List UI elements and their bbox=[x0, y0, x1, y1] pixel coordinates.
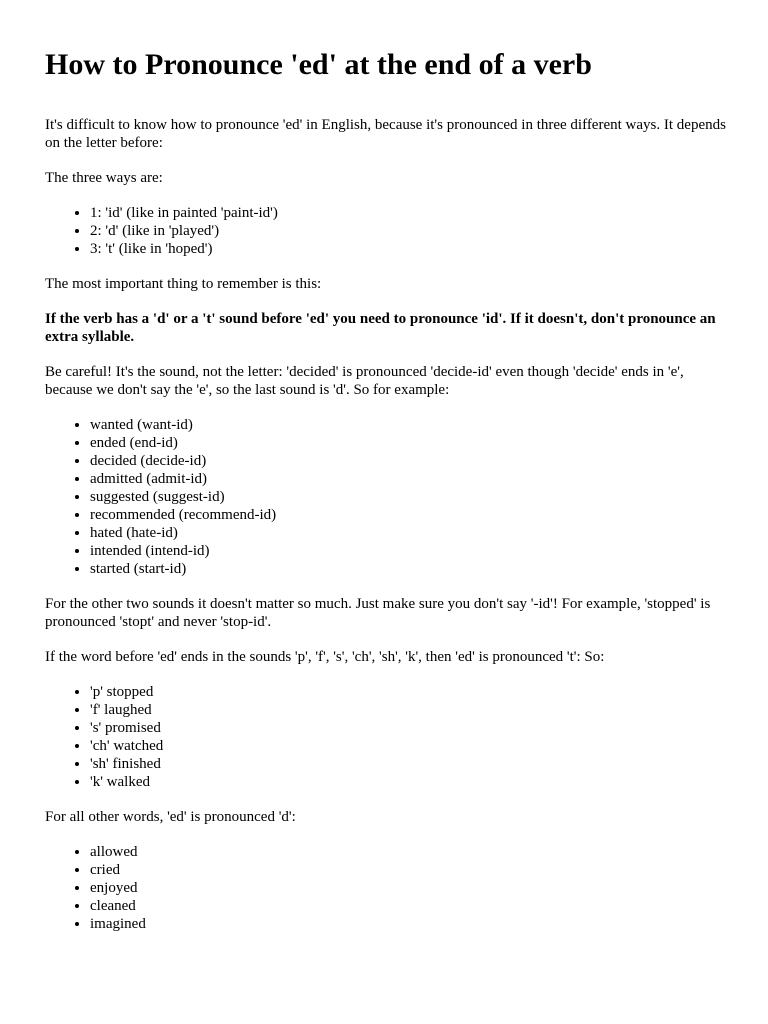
list-item: • ended (end-id) bbox=[90, 434, 728, 452]
list-item: • admitted (admit-id) bbox=[90, 470, 728, 488]
list-item: • 3: 't' (like in 'hoped') bbox=[90, 240, 728, 258]
three-ways-heading: The three ways are: bbox=[45, 170, 163, 186]
list-item: • 'k' walked bbox=[90, 773, 728, 791]
list-item: • 2: 'd' (like in 'played') bbox=[90, 222, 728, 240]
intro-paragraph: It's difficult to know how to pronounce 'ed' in English, because it's pronounced in three different ways. It depends on the letter before: bbox=[45, 117, 726, 151]
list-item: • 'sh' finished bbox=[90, 755, 728, 773]
list-item: • imagined bbox=[90, 915, 728, 933]
list-item: • started (start-id) bbox=[90, 560, 728, 578]
list-item: • intended (intend-id) bbox=[90, 542, 728, 560]
careful-paragraph: Be careful! It's the sound, not the letter: 'decided' is pronounced 'decide-id' even though 'decide' ends in 'e', because we don't say the 'e', so the last sound is 'd'. So for example: bbox=[45, 364, 684, 398]
list-item: • hated (hate-id) bbox=[90, 524, 728, 542]
t-examples-list bbox=[45, 683, 728, 791]
list-item: • enjoyed bbox=[90, 879, 728, 897]
list-item: • 'ch' watched bbox=[90, 737, 728, 755]
id-examples-list bbox=[45, 416, 728, 578]
list-item: • suggested (suggest-id) bbox=[90, 488, 728, 506]
t-rule-paragraph: If the word before 'ed' ends in the sounds 'p', 'f', 's', 'ch', 'sh', 'k', then 'ed' is pronounced 't': So: bbox=[45, 649, 605, 665]
list-item: • decided (decide-id) bbox=[90, 452, 728, 470]
list-item: • allowed bbox=[90, 843, 728, 861]
list-item: • recommended (recommend-id) bbox=[90, 506, 728, 524]
list-item: • wanted (want-id) bbox=[90, 416, 728, 434]
list-item: • cried bbox=[90, 861, 728, 879]
list-item: • 1: 'id' (like in painted 'paint-id') bbox=[90, 204, 728, 222]
three-ways-list bbox=[45, 204, 728, 258]
list-item: • 'f' laughed bbox=[90, 701, 728, 719]
d-examples-list bbox=[45, 843, 728, 933]
list-item: • 's' promised bbox=[90, 719, 728, 737]
important-heading: The most important thing to remember is this: bbox=[45, 276, 322, 292]
d-rule-paragraph: For all other words, 'ed' is pronounced 'd': bbox=[45, 809, 296, 825]
list-item: • 'p' stopped bbox=[90, 683, 728, 701]
page-title: How to Pronounce 'ed' at the end of a verb bbox=[45, 48, 592, 81]
other-sounds-paragraph: For the other two sounds it doesn't matter so much. Just make sure you don't say '-id'! For example, 'stopped' is pronounced 'stopt' and never 'stop-id'. bbox=[45, 596, 711, 630]
list-item: • cleaned bbox=[90, 897, 728, 915]
rule-paragraph: If the verb has a 'd' or a 't' sound before 'ed' you need to pronounce 'id'. If it doesn't, don't pronounce an extra syllable. bbox=[45, 311, 716, 345]
